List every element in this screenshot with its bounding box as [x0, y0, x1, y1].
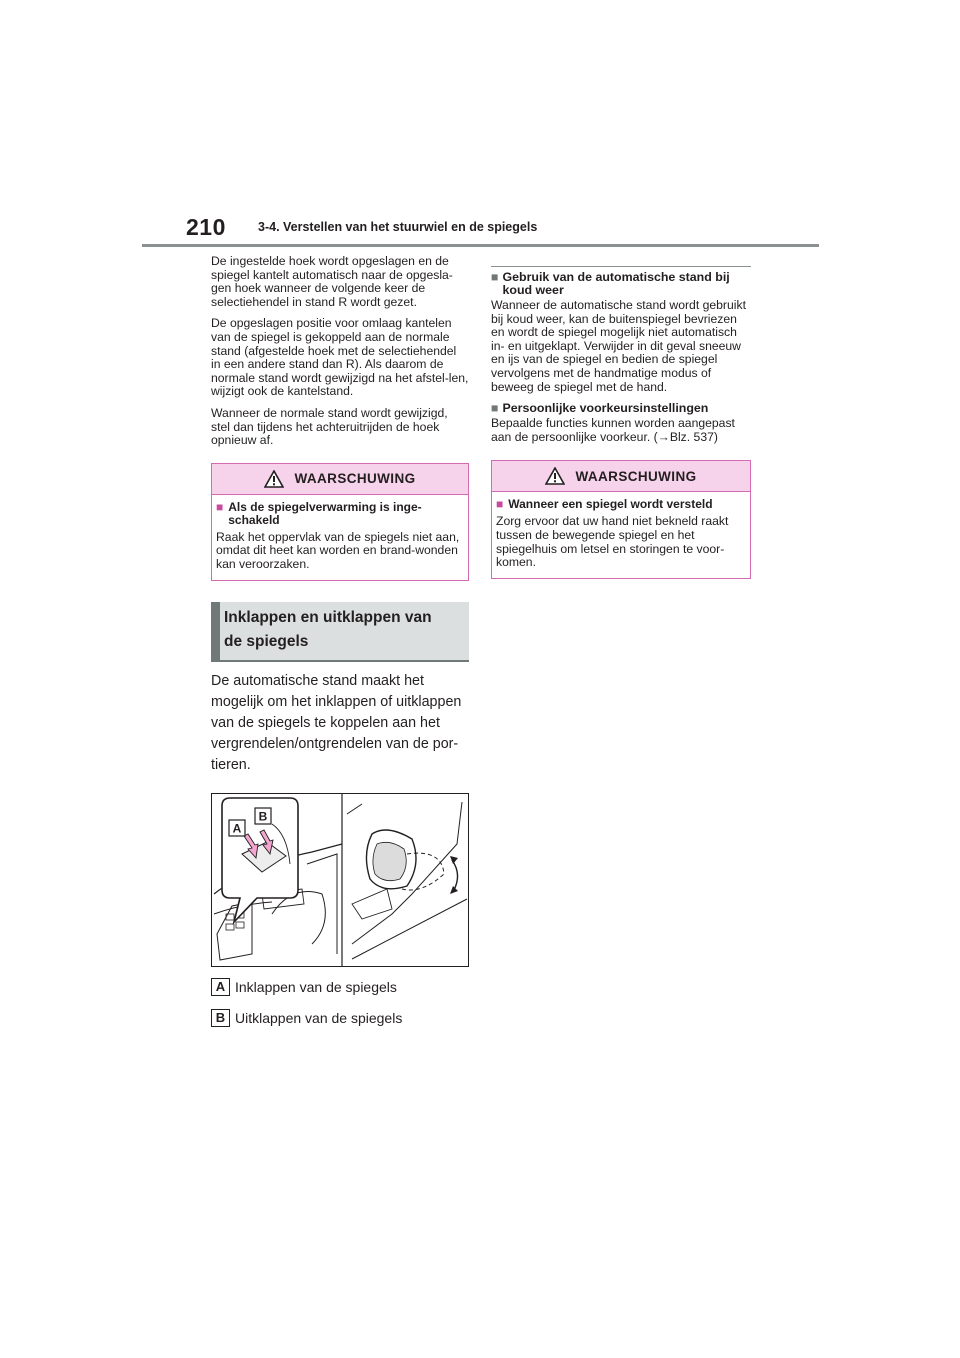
cold-weather-text: Wanneer de automatische stand wordt gebruikt bij koud weer, kan de buitenspiegel bevriezen en wordt de spiegel mogelijk niet automatisch in- en uitgeklapt. Verwijder in dit geval sneeuw en ijs van de spiegel en bedien de spiegel vervolgens met de handmatige modus of beweeg de spiegel met de hand. [491, 298, 746, 394]
illustration-drawing [212, 794, 468, 966]
warning-subheading-text: Wanneer een spiegel wordt versteld [508, 497, 713, 512]
paragraph-2: De opgeslagen positie voor omlaag kantelen van de spiegel is gekoppeld aan de normale stand (afgestelde hoek met de selectiehendel in een andere stand dan R). Als daarom de normale stand wordt gewijzigd na het afstel-len, wijzigt ook de kantelstand. [211, 316, 469, 399]
warning-label: WAARSCHUWING [575, 468, 697, 484]
warning-text: Raak het oppervlak van de spiegels niet aan, omdat dit heet kan worden en brand-wonden kan veroorzaken. [216, 529, 460, 571]
warning-triangle-icon [264, 470, 284, 488]
callout-label-b: B [258, 809, 268, 823]
warning-subheading [216, 501, 462, 527]
square-bullet-icon: ■ [491, 401, 499, 416]
warning-body [492, 492, 750, 577]
personal-settings-heading [491, 402, 751, 415]
section-heading [211, 602, 469, 662]
mirror-fold-illustration [211, 793, 469, 967]
warning-label: WAARSCHUWING [294, 471, 416, 487]
right-column [491, 266, 751, 579]
paragraph-3: Wanneer de normale stand wordt gewijzigd, stel dan tijdens het achteruitrijden de hoek opnieuw af. [211, 405, 448, 448]
legend-item-b [211, 1009, 469, 1027]
square-bullet-icon: ■ [496, 497, 504, 512]
cold-weather-heading-text: Gebruik van de automatische stand bij koud weer [502, 270, 730, 297]
legend-item-a [211, 978, 469, 996]
left-column [211, 255, 469, 1027]
warning-triangle-icon [545, 467, 565, 485]
warning-subheading-text: Als de spiegelverwarming is inge-schakeld [228, 499, 422, 527]
square-bullet-icon: ■ [491, 270, 499, 284]
warning-box-heating [211, 463, 469, 581]
header-rule [142, 244, 819, 247]
warning-box-adjust [491, 460, 751, 578]
warning-header [492, 461, 750, 492]
paragraph-1: De ingestelde hoek wordt opgeslagen en de spiegel kantelt automatisch naar de opgesla-gen hoek wanneer de volgende keer de selectiehendel in stand R wordt gezet. [211, 254, 453, 309]
section-heading-line-2: de spiegels [224, 632, 309, 650]
warning-body [212, 495, 468, 580]
personal-settings-text: Bepaalde functies kunnen worden aangepast aan de persoonlijke voorkeur. (→Blz. 537) [491, 416, 735, 444]
chapter-title: 3-4. Verstellen van het stuurwiel en de spiegels [258, 220, 538, 234]
section-heading-line-1: Inklappen en uitklappen van [224, 608, 432, 626]
legend-text-b: Uitklappen van de spiegels [235, 1009, 403, 1026]
callout-label-a: A [232, 821, 242, 835]
section-intro: De automatische stand maakt het mogelijk om het inklappen of uitklappen van de spiegels te koppelen aan het vergrendelen/ontgrendelen van de por-tieren. [211, 672, 462, 773]
legend-badge-a: A [211, 978, 230, 996]
personal-settings-heading-text: Persoonlijke voorkeursinstellingen [502, 401, 709, 416]
square-bullet-icon: ■ [216, 499, 224, 514]
legend-text-a: Inklappen van de spiegels [235, 978, 397, 995]
legend-badge-b: B [211, 1009, 230, 1027]
right-column-rule [491, 266, 751, 267]
warning-subheading [496, 498, 744, 511]
warning-header [212, 464, 468, 495]
cold-weather-heading [491, 271, 751, 297]
page-number: 210 [186, 214, 226, 240]
warning-text: Zorg ervoor dat uw hand niet bekneld raakt tussen de bewegende spiegel en het spiegelhuis om letsel en storingen te voor-komen. [496, 514, 729, 570]
